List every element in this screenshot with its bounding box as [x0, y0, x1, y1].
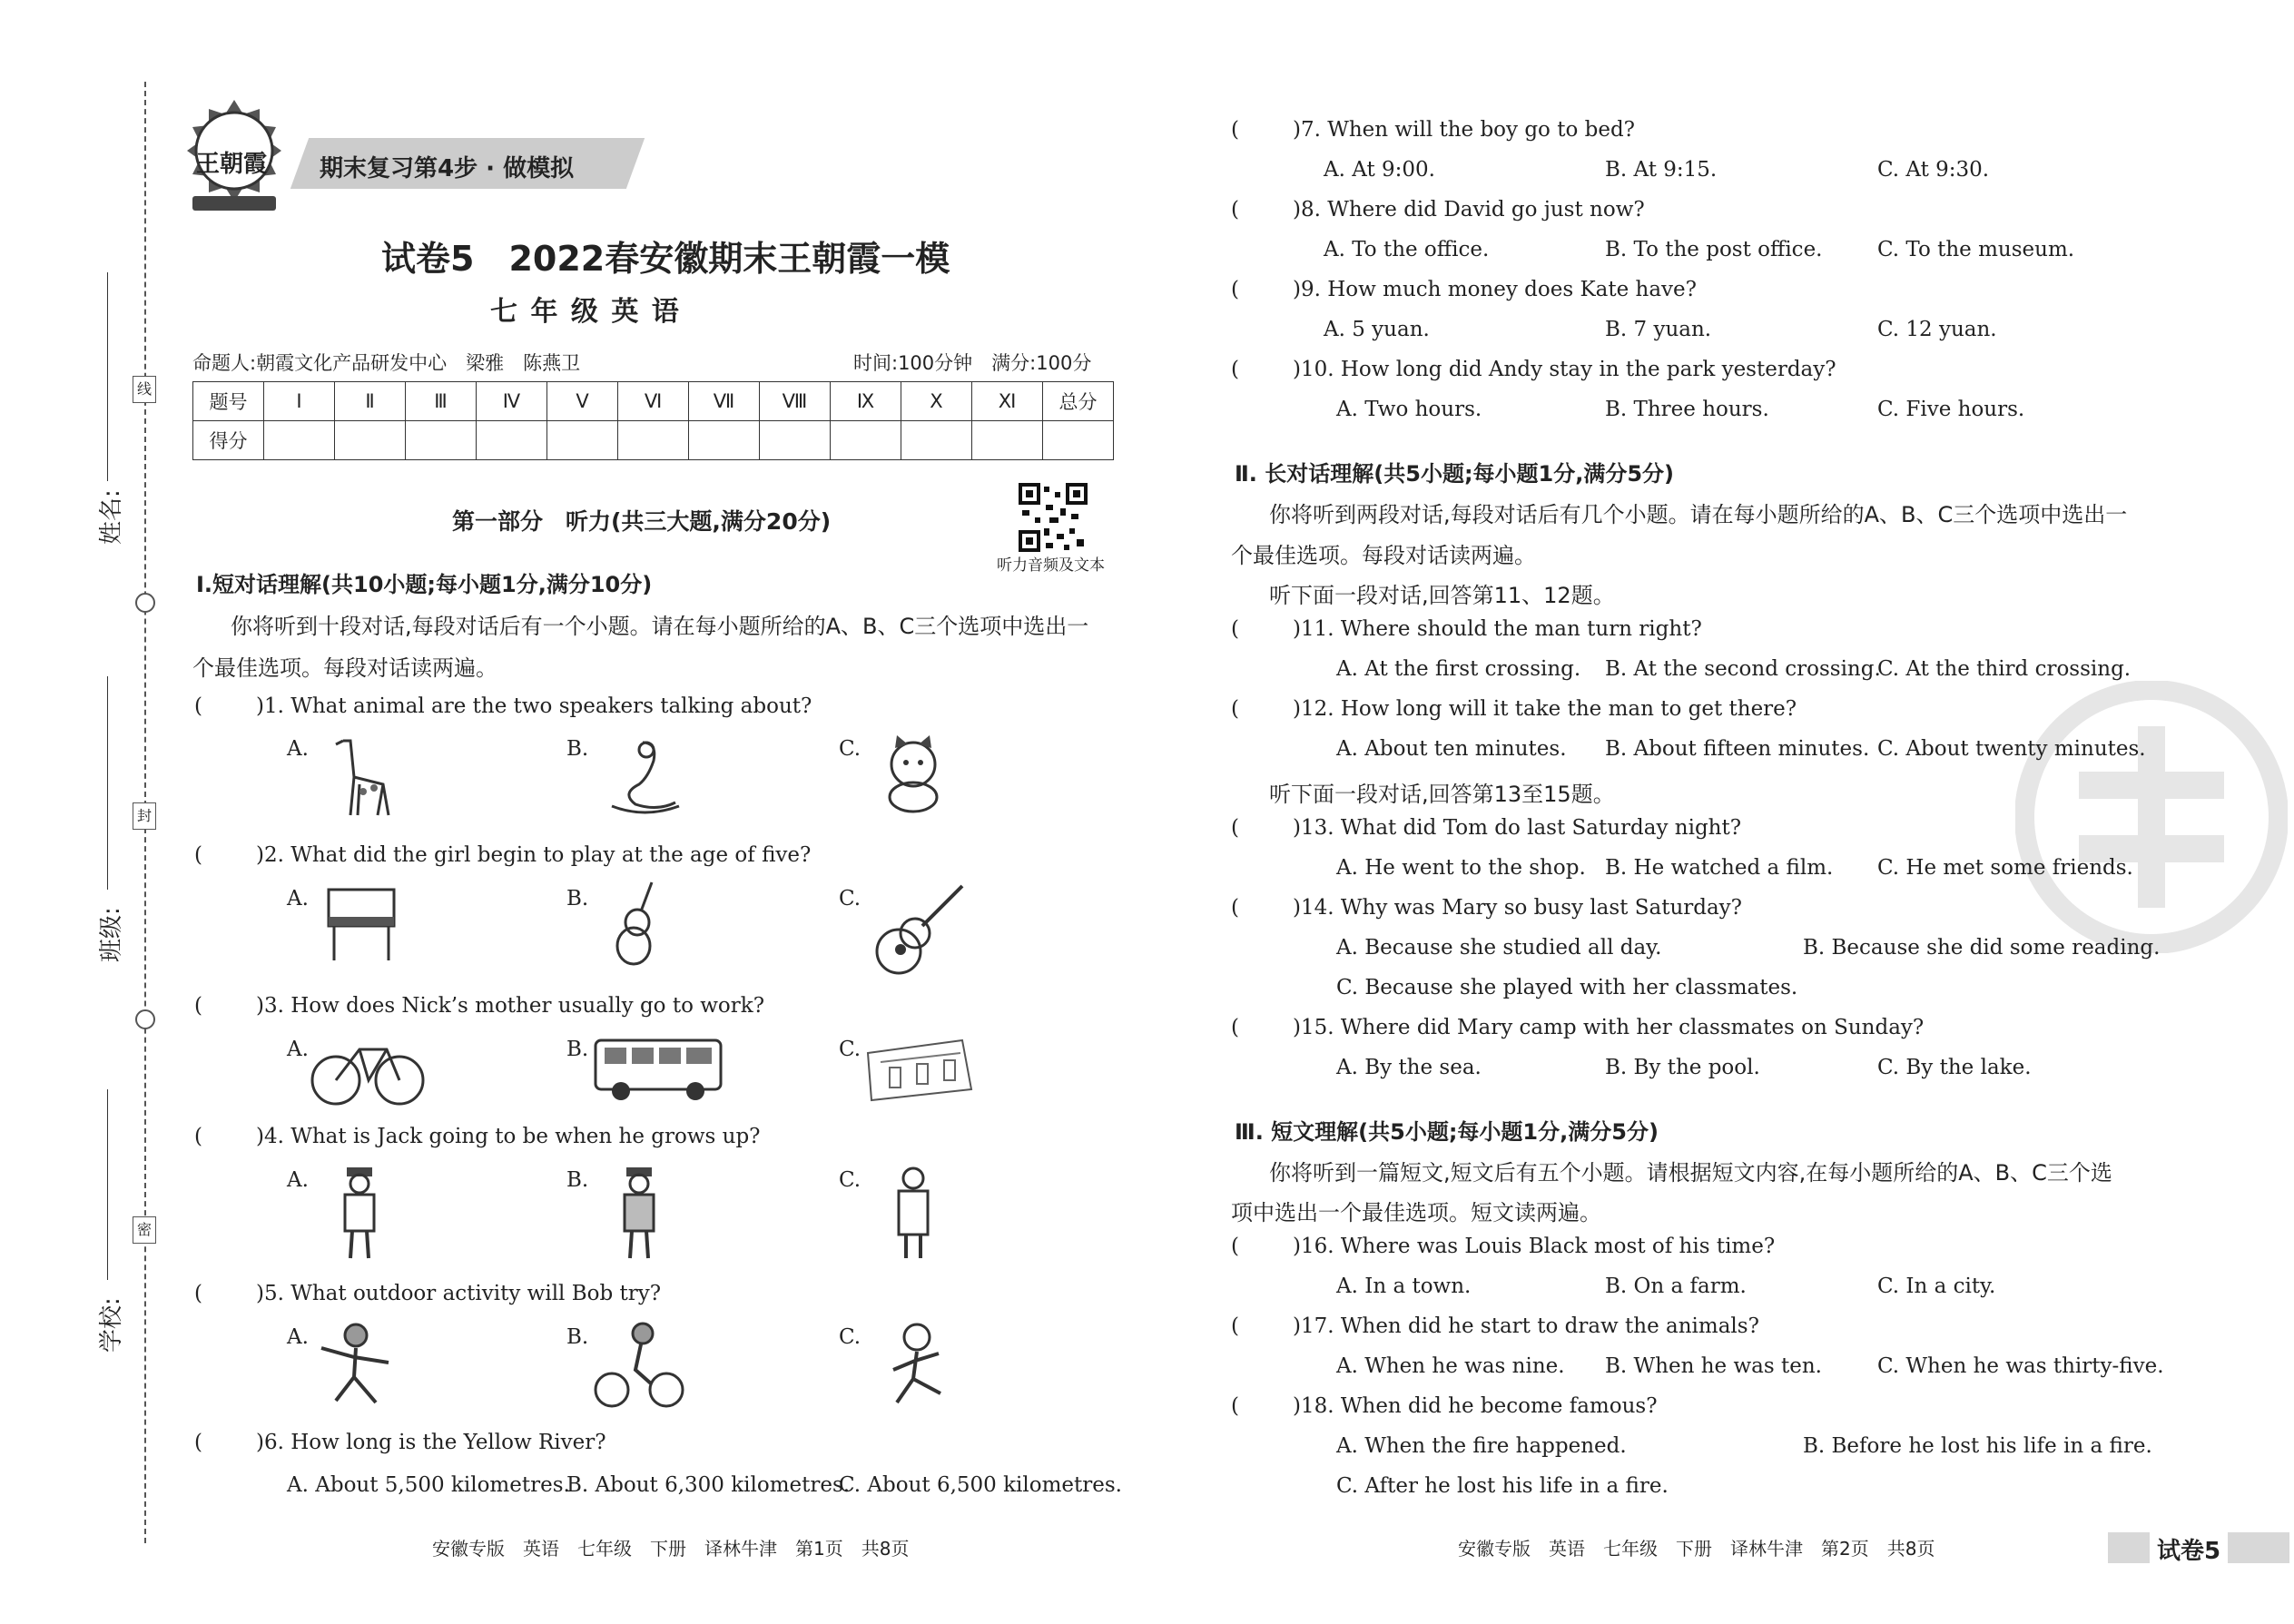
- answer-paren[interactable]: (: [1231, 1314, 1239, 1338]
- authors: 命题人:朝霞文化产品研发中心 梁雅 陈燕卫: [192, 352, 581, 374]
- school-label: 学校:: [98, 1297, 125, 1353]
- option-text: A. Because she studied all day.: [1336, 936, 1662, 960]
- part1-title: 第一部分 听力(共三大题,满分20分): [452, 508, 832, 535]
- table-cell: Ⅹ: [901, 382, 972, 421]
- option-label: B.: [566, 1168, 589, 1192]
- table-cell: Ⅴ: [547, 382, 618, 421]
- option-text: B. At 9:15.: [1605, 158, 1718, 182]
- seal-mark-seal: 封: [133, 802, 156, 830]
- question-14: )14. Why was Mary so busy last Saturday?: [1293, 896, 1743, 920]
- table-cell: Ⅵ: [618, 382, 689, 421]
- guitar-icon[interactable]: [871, 879, 971, 979]
- option-text: B. At the second crossing.: [1605, 657, 1881, 681]
- score-input-cell[interactable]: [264, 421, 335, 460]
- answer-paren[interactable]: (: [1231, 278, 1239, 301]
- logo-text: 王朝霞: [195, 151, 267, 178]
- question-15: )15. Where did Mary camp with her classmates on Sunday?: [1293, 1016, 1925, 1039]
- exam-subtitle: 七 年 级 英 语: [490, 296, 681, 328]
- option-text: C. About twenty minutes.: [1877, 737, 2146, 761]
- option-label: A.: [287, 1038, 309, 1061]
- score-table: [192, 381, 1114, 460]
- option-text: A. He went to the shop.: [1336, 856, 1586, 880]
- table-cell: 题号: [193, 382, 264, 421]
- option-text: C. By the lake.: [1877, 1056, 2032, 1079]
- section3-title: Ⅲ. 短文理解(共5小题;每小题1分,满分5分): [1235, 1119, 1659, 1145]
- answer-paren[interactable]: (: [1231, 1235, 1239, 1258]
- option-text: A. When he was nine.: [1336, 1354, 1565, 1378]
- bus-icon[interactable]: [590, 1035, 726, 1104]
- option-text: B. On a farm.: [1605, 1275, 1747, 1298]
- seal-mark-mi: 密: [133, 1216, 156, 1244]
- section2-lead-1: 听下面一段对话,回答第11、12题。: [1269, 583, 1615, 608]
- footer-badge: 试卷5: [2150, 1532, 2228, 1566]
- score-input-cell[interactable]: [1043, 421, 1114, 460]
- answer-paren[interactable]: (: [1231, 1016, 1239, 1039]
- table-cell: Ⅸ: [831, 382, 901, 421]
- cat-icon[interactable]: [873, 733, 955, 815]
- question-6: )6. How long is the Yellow River?: [256, 1431, 606, 1454]
- option-text: C. Five hours.: [1877, 398, 2025, 421]
- score-input-cell[interactable]: [689, 421, 760, 460]
- table-cell: Ⅷ: [760, 382, 831, 421]
- option-label: C.: [839, 737, 861, 761]
- score-input-cell[interactable]: [406, 421, 477, 460]
- question-18: )18. When did he become famous?: [1293, 1394, 1658, 1418]
- snake-icon[interactable]: [603, 733, 684, 821]
- option-text: C. In a city.: [1877, 1275, 1996, 1298]
- question-17: )17. When did he start to draw the animals?: [1293, 1314, 1759, 1338]
- section3-intro-line2: 项中选出一个最佳选项。短文读两遍。: [1231, 1200, 1601, 1225]
- option-text: C. About 6,500 kilometres.: [839, 1473, 1122, 1497]
- option-text: A. When the fire happened.: [1336, 1434, 1627, 1458]
- answer-paren[interactable]: (: [1231, 1394, 1239, 1418]
- skating-icon[interactable]: [309, 1321, 399, 1412]
- section2-lead-2: 听下面一段对话,回答第13至15题。: [1269, 782, 1615, 807]
- name-blank-line[interactable]: [107, 272, 108, 481]
- option-text: A. About ten minutes.: [1336, 737, 1567, 761]
- table-cell: Ⅱ: [335, 382, 406, 421]
- option-text: C. At the third crossing.: [1877, 657, 2132, 681]
- option-text: A. About 5,500 kilometres.: [287, 1473, 570, 1497]
- name-label: 姓名:: [98, 489, 125, 545]
- option-label: A.: [287, 1168, 309, 1192]
- subway-train-icon[interactable]: [862, 1035, 975, 1107]
- answer-paren[interactable]: (: [194, 1431, 202, 1454]
- question-16: )16. Where was Louis Black most of his time?: [1293, 1235, 1776, 1258]
- answer-paren[interactable]: (: [1231, 118, 1239, 142]
- running-icon[interactable]: [875, 1321, 966, 1412]
- option-label: B.: [566, 1038, 589, 1061]
- table-cell: Ⅰ: [264, 382, 335, 421]
- question-12: )12. How long will it take the man to get there?: [1293, 697, 1797, 721]
- option-label: B.: [566, 1325, 589, 1349]
- option-label: A.: [287, 737, 309, 761]
- option-text: B. To the post office.: [1605, 238, 1823, 261]
- seal-mark-line: 线: [133, 376, 156, 403]
- qr-caption: 听力音频及文本: [997, 556, 1105, 575]
- option-label: C.: [839, 1325, 861, 1349]
- bicycle-icon[interactable]: [309, 1035, 427, 1107]
- cycling-icon[interactable]: [588, 1321, 688, 1412]
- answer-paren[interactable]: (: [1231, 697, 1239, 721]
- class-label: 班级:: [98, 907, 125, 962]
- option-label: C.: [839, 1168, 861, 1192]
- option-text: C. At 9:30.: [1877, 158, 1990, 182]
- answer-paren[interactable]: (: [1231, 816, 1239, 840]
- question-3: )3. How does Nick’s mother usually go to work?: [256, 994, 765, 1018]
- answer-paren[interactable]: (: [194, 1282, 202, 1305]
- option-text: C. To the museum.: [1877, 238, 2075, 261]
- option-label: A.: [287, 887, 309, 910]
- option-text: C. Because she played with her classmates.: [1336, 976, 1798, 999]
- police-officer-icon[interactable]: [612, 1164, 666, 1264]
- option-text: C. He met some friends.: [1877, 856, 2133, 880]
- option-text: A. By the sea.: [1336, 1056, 1482, 1079]
- table-cell: 总分: [1043, 382, 1114, 421]
- table-cell: Ⅶ: [689, 382, 760, 421]
- option-label: B.: [566, 737, 589, 761]
- score-input-cell[interactable]: [831, 421, 901, 460]
- table-cell: Ⅲ: [406, 382, 477, 421]
- option-label: B.: [566, 887, 589, 910]
- question-7: )7. When will the boy go to bed?: [1293, 118, 1636, 142]
- question-5: )5. What outdoor activity will Bob try?: [256, 1282, 662, 1305]
- table-cell: Ⅳ: [477, 382, 547, 421]
- question-8: )8. Where did David go just now?: [1293, 198, 1645, 221]
- option-text: A. To the office.: [1324, 238, 1490, 261]
- footer-right: 安徽专版 英语 七年级 下册 译林牛津 第2页 共8页: [1458, 1538, 1935, 1560]
- option-text: B. About fifteen minutes.: [1605, 737, 1870, 761]
- option-text: B. When he was ten.: [1605, 1354, 1822, 1378]
- school-blank-line[interactable]: [107, 1089, 108, 1280]
- option-text: B. About 6,300 kilometres.: [566, 1473, 851, 1497]
- answer-paren[interactable]: (: [194, 1125, 202, 1148]
- option-label: C.: [839, 887, 861, 910]
- time-score: 时间:100分钟 满分:100分: [853, 352, 1092, 374]
- footer-left: 安徽专版 英语 七年级 下册 译林牛津 第1页 共8页: [432, 1538, 910, 1560]
- score-table-header-row: [193, 382, 1114, 421]
- binding-hole-mark: [135, 593, 155, 613]
- option-text: B. 7 yuan.: [1605, 318, 1712, 341]
- answer-paren[interactable]: (: [194, 843, 202, 867]
- question-10: )10. How long did Andy stay in the park yesterday?: [1293, 358, 1836, 381]
- option-text: C. After he lost his life in a fire.: [1336, 1474, 1669, 1498]
- banner-text: 期末复习第4步 · 做模拟: [320, 155, 575, 182]
- section2-intro-line1: 你将听到两段对话,每段对话后有几个小题。请在每小题所给的A、B、C三个选项中选出一: [1269, 502, 2128, 527]
- piano-icon[interactable]: [325, 881, 398, 964]
- score-input-cell[interactable]: [335, 421, 406, 460]
- policeman-icon[interactable]: [332, 1164, 387, 1264]
- section1-intro-line1: 你将听到十段对话,每段对话后有一个小题。请在每小题所给的A、B、C三个选项中选出一: [231, 614, 1089, 639]
- table-cell: Ⅺ: [972, 382, 1043, 421]
- option-text: C. When he was thirty-five.: [1877, 1354, 2164, 1378]
- score-input-cell[interactable]: [760, 421, 831, 460]
- option-label: C.: [839, 1038, 861, 1061]
- question-13: )13. What did Tom do last Saturday night?: [1293, 816, 1742, 840]
- question-11: )11. Where should the man turn right?: [1293, 617, 1702, 641]
- table-cell: 得分: [193, 421, 264, 460]
- score-input-cell[interactable]: [901, 421, 972, 460]
- option-text: B. Before he lost his life in a fire.: [1803, 1434, 2152, 1458]
- section2-title: Ⅱ. 长对话理解(共5小题;每小题1分,满分5分): [1235, 461, 1675, 487]
- question-9: )9. How much money does Kate have?: [1293, 278, 1697, 301]
- exam-title: 试卷5 2022春安徽期末王朝霞一模: [381, 239, 950, 279]
- option-text: A. In a town.: [1336, 1275, 1472, 1298]
- doctor-icon[interactable]: [886, 1164, 940, 1264]
- option-text: A. Two hours.: [1336, 398, 1482, 421]
- option-text: B. Three hours.: [1605, 398, 1769, 421]
- option-text: B. By the pool.: [1605, 1056, 1760, 1079]
- score-input-cell[interactable]: [547, 421, 618, 460]
- section1-intro-line2: 个最佳选项。每段对话读两遍。: [192, 655, 497, 681]
- class-blank-line[interactable]: [107, 676, 108, 890]
- answer-paren[interactable]: (: [1231, 896, 1239, 920]
- answer-paren[interactable]: (: [1231, 198, 1239, 221]
- violin-icon[interactable]: [608, 879, 663, 969]
- binding-hole-mark: [135, 1009, 155, 1029]
- section2-intro-line2: 个最佳选项。每段对话读两遍。: [1231, 543, 1536, 568]
- answer-paren[interactable]: (: [1231, 617, 1239, 641]
- answer-paren[interactable]: (: [194, 694, 202, 718]
- option-text: B. He watched a film.: [1605, 856, 1834, 880]
- question-4: )4. What is Jack going to be when he grows up?: [256, 1125, 761, 1148]
- answer-paren[interactable]: (: [194, 994, 202, 1018]
- question-1: )1. What animal are the two speakers talking about?: [256, 694, 812, 718]
- score-table-score-row: [193, 421, 1114, 460]
- section3-intro-line1: 你将听到一篇短文,短文后有五个小题。请根据短文内容,在每小题所给的A、B、C三个选: [1269, 1160, 2112, 1186]
- qr-code-icon[interactable]: [1019, 483, 1088, 552]
- option-text: C. 12 yuan.: [1877, 318, 1997, 341]
- option-text: A. At 9:00.: [1324, 158, 1435, 182]
- seal-watermark-icon: [2015, 681, 2288, 953]
- score-input-cell[interactable]: [618, 421, 689, 460]
- score-input-cell[interactable]: [972, 421, 1043, 460]
- score-input-cell[interactable]: [477, 421, 547, 460]
- option-text: A. 5 yuan.: [1324, 318, 1430, 341]
- option-label: A.: [287, 1325, 309, 1349]
- option-text: B. Because she did some reading.: [1803, 936, 2161, 960]
- option-text: A. At the first crossing.: [1336, 657, 1581, 681]
- answer-paren[interactable]: (: [1231, 358, 1239, 381]
- question-2: )2. What did the girl begin to play at the age of five?: [256, 843, 812, 867]
- section1-title: Ⅰ.短对话理解(共10小题;每小题1分,满分10分): [196, 572, 653, 597]
- giraffe-icon[interactable]: [323, 733, 401, 821]
